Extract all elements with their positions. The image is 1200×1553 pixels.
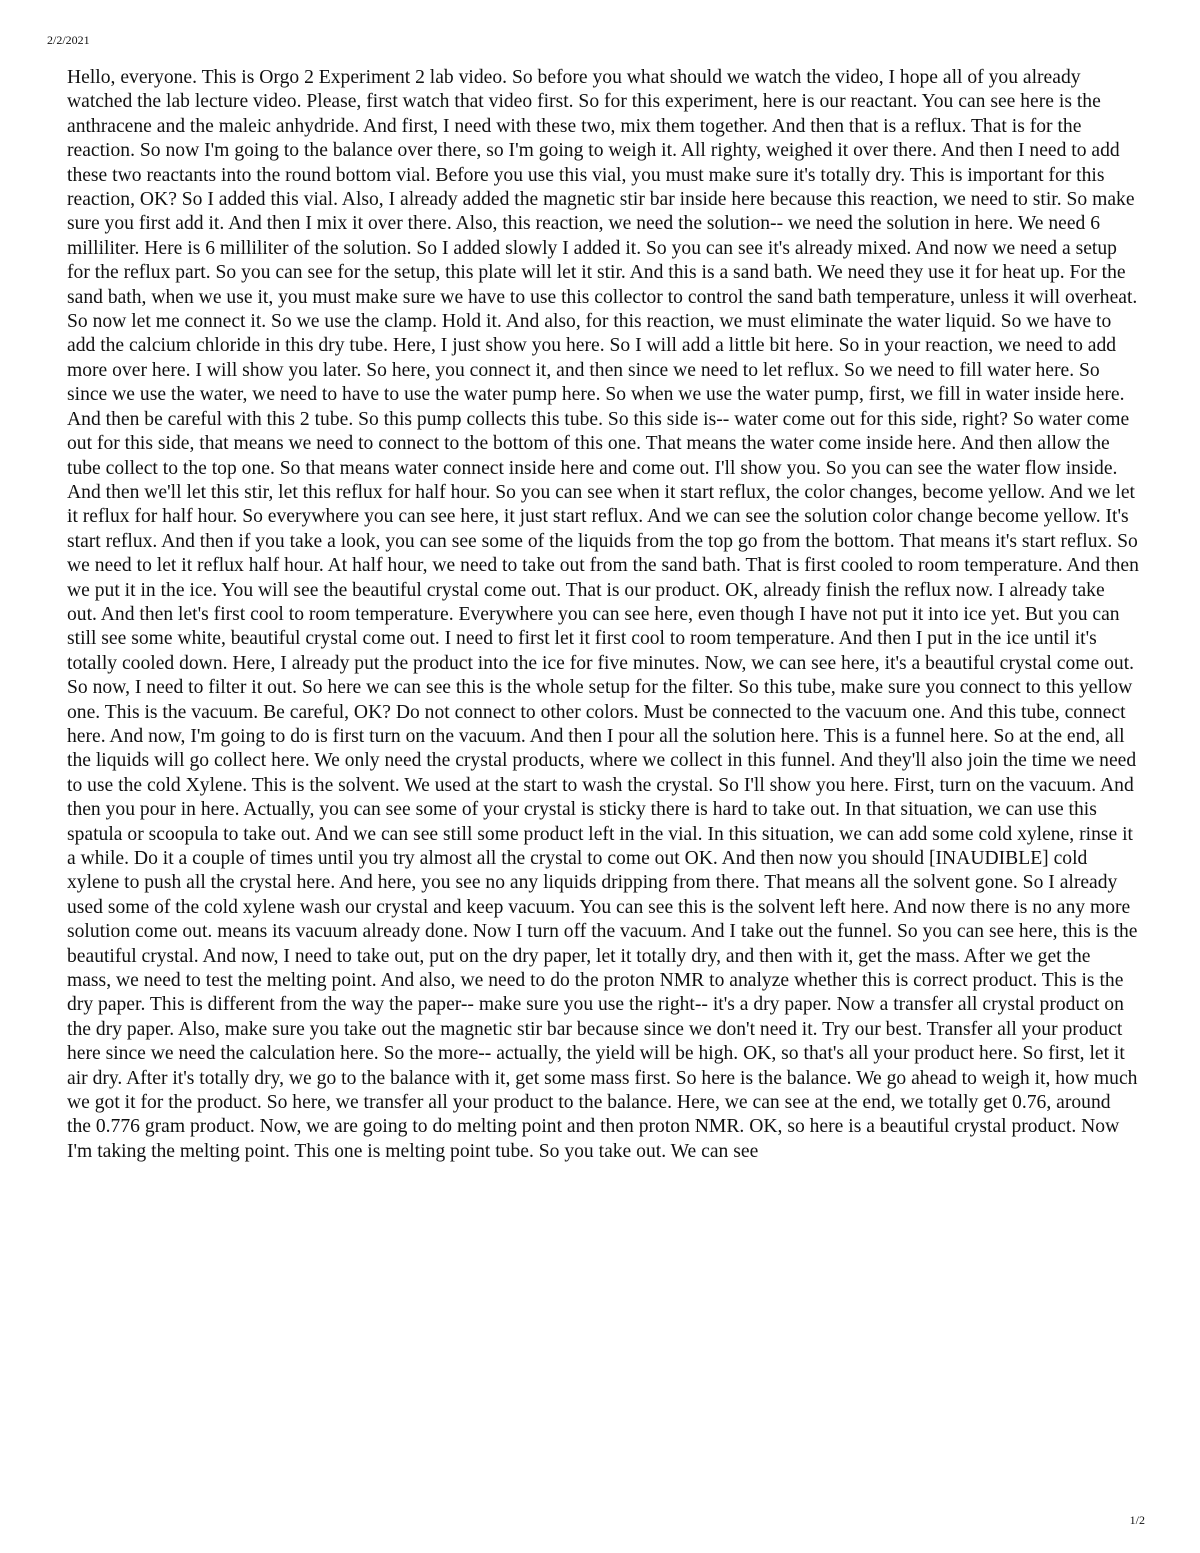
print-date: 2/2/2021 <box>47 33 90 47</box>
page-number: 1/2 <box>1129 1513 1145 1527</box>
transcript-text: Hello, everyone. This is Orgo 2 Experiment 2 lab video. So before you what should we watch the video, I hope all of you already watched the lab lecture video. Please, first watch that video first. So for this experiment, here is our reactant. You can see here is the anthracene and the maleic anhydride. And first, I need with these two, mix them together. And then that is a reflux. That is for the reaction. So now I'm going to the balance over there, so I'm going to weigh it. All righty, weighed it over there. And then I need to add these two reactants into the round bottom vial. Before you use this vial, you must make sure it's totally dry. This is important for this reaction, OK? So I added this vial. Also, I already added the magnetic stir bar inside here because this reaction, we need to stir. So make sure you first add it. And then I mix it over there. Also, this reaction, we need the solution-- we need the solution in here. We need 6 milliliter. Here is 6 milliliter of the solution. So I added slowly I added it. So you can see it's already mixed. And now we need a setup for the reflux part. So you can see for the setup, this plate will let it stir. And this is a sand bath. We need they use it for heat up. For the sand bath, when we use it, you must make sure we have to use this collector to control the sand bath temperature, unless it will overheat. So now let me connect it. So we use the clamp. Hold it. And also, for this reaction, we must eliminate the water liquid. So we have to add the calcium chloride in this dry tube. Here, I just show you here. So I will add a little bit here. So in your reaction, we need to add more over here. I will show you later. So here, you connect it, and then since we need to let reflux. So we need to fill water here. So since we use the water, we need to have to use the water pump here. So when we use the water pump, first, we fill in water inside here. And then be careful with this 2 tube. So this pump collects this tube. So this side is-- water come out for this side, right? So water come out for this side, that means we need to connect to the bottom of this one. That means the water come inside here. And then allow the tube collect to the top one. So that means water connect inside here and come out. I'll show you. So you can see the water flow inside. And then we'll let this stir, let this reflux for half hour. So you can see when it start reflux, the color changes, become yellow. And we let it reflux for half hour. So everywhere you can see here, it just start reflux. And we can see the solution color change become yellow. It's start reflux. And then if you take a look, you can see some of the liquids from the top go from the bottom. That means it's start reflux. So we need to let it reflux half hour. At half hour, we need to take out from the sand bath. That is first cooled to room temperature. And then we put it in the ice. You will see the beautiful crystal come out. That is our product. OK, already finish the reflux now. I already take out. And then let's first cool to room temperature. Everywhere you can see here, even though I have not put it into ice yet. But you can still see some white, beautiful crystal come out. I need to first let it first cool to room temperature. And then I put in the ice until it's totally cooled down. Here, I already put the product into the ice for five minutes. Now, we can see here, it's a beautiful crystal come out. So now, I need to filter it out. So here we can see this is the whole setup for the filter. So this tube, make sure you connect to this yellow one. This is the vacuum. Be careful, OK? Do not connect to other colors. Must be connected to the vacuum one. And this tube, connect here. And now, I'm going to do is first turn on the vacuum. And then I pour all the solution here. This is a funnel here. So at the end, all the liquids will go collect here. We only need the crystal products, where we collect in this funnel. And they'll also join the time we need to use the cold Xylene. This is the solvent. We used at the start to wash the crystal. So I'll show you here. First, turn on the vacuum. And then you pour in here. Actually, you can see some of your crystal is sticky there is hard to take out. In that situation, we can use this spatula or scoopula to take out. And we can see still some product left in the vial. In this situation, we can add some cold xylene, rinse it a while. Do it a couple of times until you try almost all the crystal to come out OK. And then now you should [INAUDIBLE] cold xylene to push all the crystal here. And here, you see no any liquids dripping from there. That means all the solvent gone. So I already used some of the cold xylene wash our crystal and keep vacuum. You can see this is the solvent left here. And now there is no any more solution come out. means its vacuum already done. Now I turn off the vacuum. And I take out the funnel. So you can see here, this is the beautiful crystal. And now, I need to take out, put on the dry paper, let it totally dry, and then with it, get the mass. After we get the mass, we need to test the melting point. And also, we need to do the proton NMR to analyze whether this is correct product. This is the dry paper. This is different from the way the paper-- make sure you use the right-- it's a dry paper. Now a transfer all crystal product on the dry paper. Also, make sure you take out the magnetic stir bar because since we don't need it. Try our best. Transfer all your product here since we need the calculation here. So the more-- actually, the yield will be high. OK, so that's all your product here. So first, let it air dry. After it's totally dry, we go to the balance with it, get some mass first. So here is the balance. We go ahead to weigh it, how much we got it for the product. So here, we transfer all your product to the balance. Here, we can see at the end, we totally get 0.76, around the 0.776 gram product. Now, we are going to do melting point and then proton NMR. OK, so here is a beautiful crystal product. Now I'm taking the melting point. This one is melting point tube. So you take out. We can see <box>67 67 1139 1162</box>
